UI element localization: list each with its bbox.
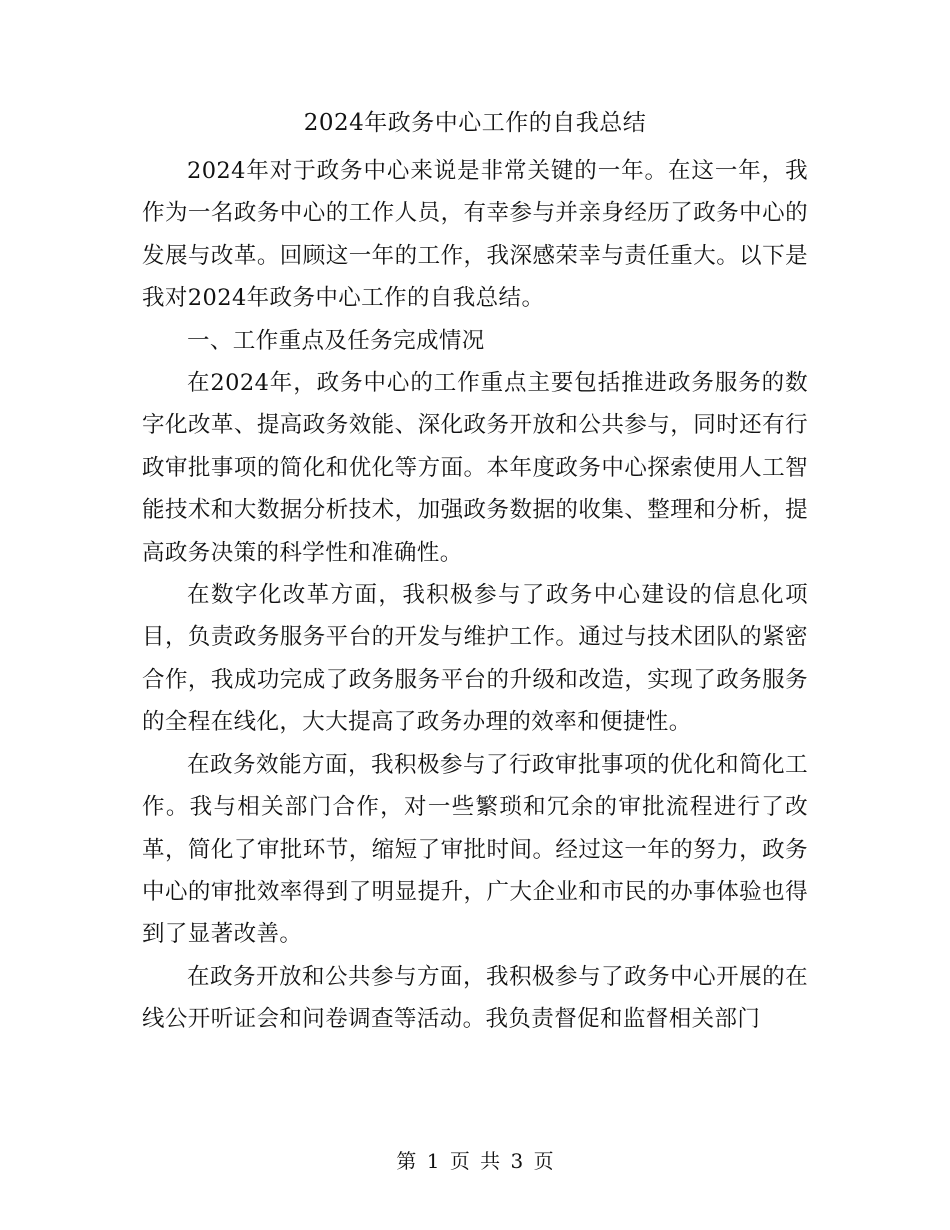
paragraph-work-focus: 在2024年，政务中心的工作重点主要包括推进政务服务的数字化改革、提高政务效能、深化政务开放和公共参与，同时还有行政审批事项的简化和优化等方面。本年度政务中心探索使用人工智能技术和大数据分析技术，加强政务数据的收集、整理和分析，提高政务决策的科学性和准确性。 [142, 370, 808, 566]
document-title: 2024年政务中心工作的自我总结 [303, 110, 647, 136]
page-footer: 第 1 页 共 3 页 [396, 1149, 554, 1173]
paragraph-efficiency: 在政务效能方面，我积极参与了行政审批事项的优化和简化工作。我与相关部门合作，对一些繁琐和冗余的审批流程进行了改革，简化了审批环节，缩短了审批时间。经过这一年的努力，政务中心的审批效率得到了明显提升，广大企业和市民的办事体验也得到了显著改善。 [142, 751, 808, 948]
paragraph-openness: 在政务开放和公共参与方面，我积极参与了政务中心开展的在线公开听证会和问卷调查等活动。我负责督促和监督相关部门 [142, 963, 808, 1033]
document-body [142, 150, 808, 1041]
paragraph-intro: 2024年对于政务中心来说是非常关键的一年。在这一年，我作为一名政务中心的工作人员，有幸参与并亲身经历了政务中心的发展与改革。回顾这一年的工作，我深感荣幸与责任重大。以下是我对2024年政务中心工作的自我总结。 [142, 158, 808, 312]
paragraph-digital-reform: 在数字化改革方面，我积极参与了政务中心建设的信息化项目，负责政务服务平台的开发与维护工作。通过与技术团队的紧密合作，我成功完成了政务服务平台的升级和改造，实现了政务服务的全程在线化，大大提高了政务办理的效率和便捷性。 [142, 582, 808, 736]
section-heading: 一、工作重点及任务完成情况 [187, 327, 485, 354]
